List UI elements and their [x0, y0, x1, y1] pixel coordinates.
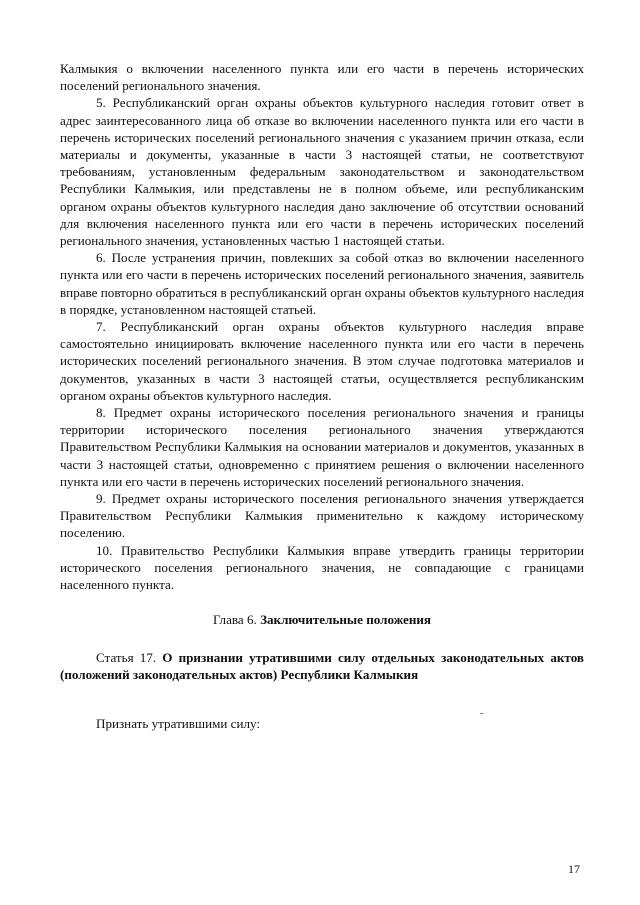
article-heading	[60, 649, 584, 683]
article-title: О признании утратившими силу отдельных законодательных актов (положений законодательных актов) Республики Калмыкия	[60, 649, 584, 682]
chapter-prefix: Глава 6.	[212, 612, 261, 628]
paragraph-7: 7. Республиканский орган охраны объектов культурного наследия вправе самостоятельно инициировать включение населенного пункта или его части в перечень исторических поселений регионального значения. В этом случае подготовка материалов и документов, указанных в части 3 настоящей статьи, осуществляется республиканским органом охраны объектов культурного наследия.	[60, 319, 584, 403]
paragraph-continuation: Калмыкия о включении населенного пункта или его части в перечень исторических поселений регионального значения.	[60, 61, 584, 94]
paragraph-6: 6. После устранения причин, повлекших за собой отказ во включении населенного пункта или его части в перечень исторических поселений регионального значения, заявитель вправе повторно обратиться в республиканский орган охраны объектов культурного наследия в порядке, установленном настоящей статьей.	[60, 250, 584, 317]
chapter-heading	[60, 611, 584, 628]
paragraph-9: 9. Предмет охраны исторического поселения регионального значения утверждается Правительством Республики Калмыкия применительно к каждому историческому поселению.	[60, 491, 584, 541]
paragraph-8: 8. Предмет охраны исторического поселения регионального значения и границы территории исторического поселения регионального значения утверждаются Правительством Республики Калмыкия на основании материалов и документов, указанных в части 3 настоящей статьи, одновременно с принятием решения о включении населенного пункта или его части в перечень исторических поселений регионального значения.	[60, 405, 584, 489]
page-number: 17	[568, 862, 580, 876]
chapter-title: Заключительные положения	[260, 612, 432, 628]
scan-mark: -	[480, 708, 484, 719]
paragraph-10: 10. Правительство Республики Калмыкия вправе утвердить границы территории исторического поселения регионального значения, не совпадающие с границами населенного пункта.	[60, 542, 584, 593]
recognize-text: Признать утратившими силу:	[96, 715, 261, 731]
paragraph-5: 5. Республиканский орган охраны объектов культурного наследия готовит ответ в адрес заинтересованного лица об отказе во включении населенного пункта или его части в перечень исторических поселений регионального значения с указанием причин отказа, если материалы и документы, указанные в части 3 настоящей статьи, не соответствуют требованиям, установленным федеральным законодательством и законодательством Республики Калмыкия, или представлены не в полном объеме, или республиканским органом охраны объектов культурного наследия дано заключение об отсутствии оснований для включения населенного пункта или его части в перечень исторических поселений регионального значения, установленных частью 1 настоящей статьи.	[60, 95, 584, 249]
article-prefix: Статья 17.	[96, 649, 163, 665]
